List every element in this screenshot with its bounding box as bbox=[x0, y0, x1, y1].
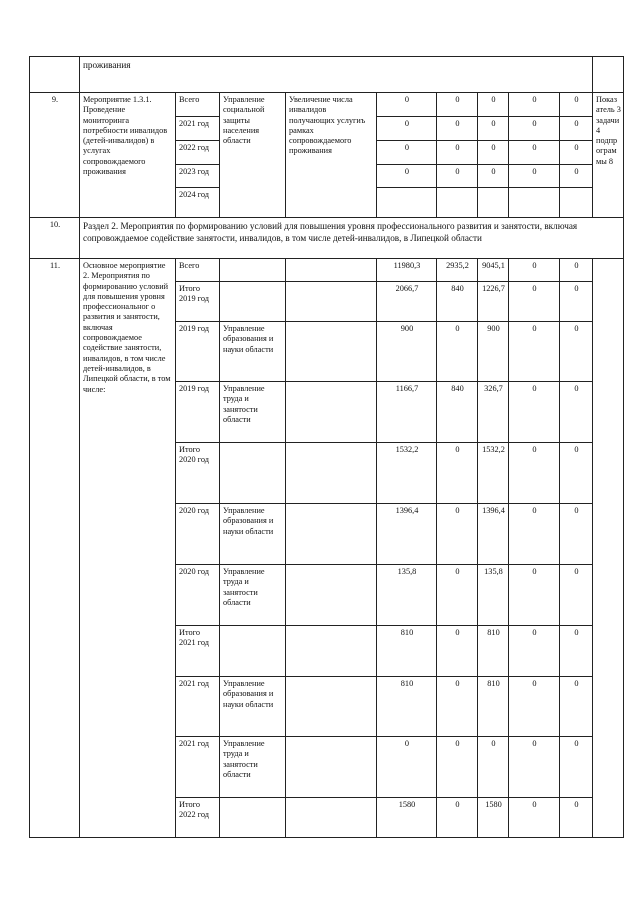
row9-year-cell: 2024 год bbox=[175, 187, 220, 218]
row11-executor-cell bbox=[219, 281, 286, 322]
row11-value-cell: 0 bbox=[559, 797, 593, 838]
row11-value-cell: 0 bbox=[436, 503, 478, 565]
row9-value-cell: 0 bbox=[376, 116, 437, 141]
row9-value-cell: 0 bbox=[508, 92, 560, 117]
row11-year-cell: Всего bbox=[175, 258, 220, 282]
row11-value-cell: 0 bbox=[508, 442, 560, 504]
row11-year-cell: 2021 год bbox=[175, 736, 220, 798]
row11-value-cell: 810 bbox=[376, 625, 437, 677]
row9-value-cell bbox=[436, 187, 478, 218]
row11-value-cell: 0 bbox=[436, 564, 478, 626]
row11-value-cell: 2066,7 bbox=[376, 281, 437, 322]
row9-year-cell: 2021 год bbox=[175, 116, 220, 141]
row10-section-text: Раздел 2. Мероприятия по формированию условий для повышения уровня профессионального развития и занятости, включая сопровождаемое содействие занятости, инвалидов, в том числе детей-инвалидов, в Липецкой области bbox=[79, 217, 624, 259]
row9-value-cell: 0 bbox=[559, 92, 593, 117]
row11-year-cell: 2020 год bbox=[175, 503, 220, 565]
row11-year-cell: Итого 2021 год bbox=[175, 625, 220, 677]
row11-value-cell: 0 bbox=[559, 381, 593, 443]
row9-value-cell bbox=[508, 187, 560, 218]
row9-value-cell: 0 bbox=[376, 92, 437, 117]
row11-executor-cell bbox=[219, 442, 286, 504]
row9-value-cell: 0 bbox=[477, 140, 509, 165]
row9-value-cell: 0 bbox=[477, 164, 509, 188]
row11-value-cell: 1580 bbox=[477, 797, 509, 838]
row11-value-cell: 0 bbox=[559, 564, 593, 626]
row11-value-cell: 1532,2 bbox=[376, 442, 437, 504]
row11-value-cell: 0 bbox=[508, 564, 560, 626]
row9-value-cell: 0 bbox=[559, 164, 593, 188]
row11-year-cell: Итого 2019 год bbox=[175, 281, 220, 322]
row11-value-cell: 0 bbox=[508, 281, 560, 322]
row11-value-cell: 1532,2 bbox=[477, 442, 509, 504]
row11-indicator-cell bbox=[285, 736, 377, 798]
row11-value-cell: 0 bbox=[559, 736, 593, 798]
row11-value-cell: 0 bbox=[436, 797, 478, 838]
row11-year-cell: 2019 год bbox=[175, 321, 220, 382]
row11-value-cell: 0 bbox=[508, 321, 560, 382]
row9-name: Мероприятие 1.3.1. Проведение мониторинга потребности инвалидов (детей-инвалидов) в услугах сопровождаемого проживания bbox=[79, 92, 176, 218]
row11-year-cell: Итого 2020 год bbox=[175, 442, 220, 504]
row9-value-cell: 0 bbox=[436, 164, 478, 188]
row11-value-cell: 900 bbox=[477, 321, 509, 382]
row9-num: 9. bbox=[29, 92, 80, 218]
row11-note bbox=[592, 258, 624, 838]
row9-value-cell: 0 bbox=[477, 116, 509, 141]
row11-value-cell: 1396,4 bbox=[376, 503, 437, 565]
row11-value-cell: 0 bbox=[508, 736, 560, 798]
row9-value-cell: 0 bbox=[508, 164, 560, 188]
row9-value-cell: 0 bbox=[559, 116, 593, 141]
cont-num-cell bbox=[29, 56, 80, 93]
row11-year-cell: 2019 год bbox=[175, 381, 220, 443]
program-table bbox=[29, 56, 623, 837]
row11-value-cell: 0 bbox=[436, 442, 478, 504]
row9-year-cell: 2022 год bbox=[175, 140, 220, 165]
row11-value-cell: 135,8 bbox=[376, 564, 437, 626]
row11-value-cell: 0 bbox=[436, 676, 478, 737]
row9-value-cell bbox=[376, 187, 437, 218]
row11-executor-cell: Управление образования и науки области bbox=[219, 676, 286, 737]
row11-value-cell: 0 bbox=[559, 321, 593, 382]
row11-value-cell: 0 bbox=[508, 381, 560, 443]
row9-value-cell bbox=[477, 187, 509, 218]
row11-indicator-cell bbox=[285, 503, 377, 565]
row11-value-cell: 0 bbox=[376, 736, 437, 798]
row9-value-cell: 0 bbox=[436, 116, 478, 141]
row11-value-cell: 2935,2 bbox=[436, 258, 478, 282]
row11-indicator-cell bbox=[285, 797, 377, 838]
row11-executor-cell bbox=[219, 625, 286, 677]
row11-value-cell: 1580 bbox=[376, 797, 437, 838]
row11-value-cell: 0 bbox=[436, 321, 478, 382]
row11-value-cell: 0 bbox=[508, 625, 560, 677]
row11-indicator-cell bbox=[285, 321, 377, 382]
row9-value-cell: 0 bbox=[559, 140, 593, 165]
row11-value-cell: 0 bbox=[559, 281, 593, 322]
row11-executor-cell bbox=[219, 258, 286, 282]
row11-indicator-cell bbox=[285, 442, 377, 504]
row11-value-cell: 810 bbox=[477, 625, 509, 677]
row11-indicator-cell bbox=[285, 676, 377, 737]
row11-executor-cell: Управление труда и занятости области bbox=[219, 564, 286, 626]
row11-name: Основное мероприятие 2. Мероприятия по формированию условий для повышения уровня профессиональног о развития и занятости, включая сопровождаемое содействие занятости, инвалидов, в том числе детей-инвалидов, в Липецкой области, в том числе: bbox=[79, 258, 176, 838]
row11-value-cell: 0 bbox=[436, 625, 478, 677]
row11-year-cell: 2020 год bbox=[175, 564, 220, 626]
row11-executor-cell bbox=[219, 797, 286, 838]
row9-year-cell: Всего bbox=[175, 92, 220, 117]
row11-indicator-cell bbox=[285, 381, 377, 443]
row11-indicator-cell bbox=[285, 564, 377, 626]
row11-value-cell: 9045,1 bbox=[477, 258, 509, 282]
row11-year-cell: Итого 2022 год bbox=[175, 797, 220, 838]
row11-value-cell: 840 bbox=[436, 381, 478, 443]
row9-value-cell: 0 bbox=[376, 140, 437, 165]
row11-value-cell: 0 bbox=[508, 258, 560, 282]
row9-value-cell: 0 bbox=[436, 140, 478, 165]
row11-year-cell: 2021 год bbox=[175, 676, 220, 737]
row11-value-cell: 0 bbox=[508, 797, 560, 838]
row11-value-cell: 840 bbox=[436, 281, 478, 322]
row11-value-cell: 0 bbox=[436, 736, 478, 798]
row9-value-cell: 0 bbox=[508, 116, 560, 141]
row11-value-cell: 0 bbox=[559, 442, 593, 504]
row11-value-cell: 810 bbox=[376, 676, 437, 737]
row11-indicator-cell bbox=[285, 625, 377, 677]
row9-note: Показ атель 3 задачи 4 подпр ограм мы 8 bbox=[592, 92, 624, 218]
row11-value-cell: 0 bbox=[508, 503, 560, 565]
row11-executor-cell: Управление труда и занятости области bbox=[219, 736, 286, 798]
row11-value-cell: 0 bbox=[477, 736, 509, 798]
row9-value-cell: 0 bbox=[376, 164, 437, 188]
row11-value-cell: 0 bbox=[559, 625, 593, 677]
row11-value-cell: 0 bbox=[559, 676, 593, 737]
row11-value-cell: 810 bbox=[477, 676, 509, 737]
row11-value-cell: 0 bbox=[559, 258, 593, 282]
row11-value-cell: 1226,7 bbox=[477, 281, 509, 322]
row9-indicator: Увеличение числа инвалидов получающих услугиъ рамках сопровождаемого проживания bbox=[285, 92, 377, 218]
row11-value-cell: 0 bbox=[559, 503, 593, 565]
row10-num: 10. bbox=[29, 217, 80, 259]
row9-value-cell bbox=[559, 187, 593, 218]
cont-text-cell: проживания bbox=[79, 56, 593, 93]
row9-value-cell: 0 bbox=[508, 140, 560, 165]
cont-note-cell bbox=[592, 56, 624, 93]
row11-value-cell: 900 bbox=[376, 321, 437, 382]
row11-value-cell: 135,8 bbox=[477, 564, 509, 626]
row9-value-cell: 0 bbox=[436, 92, 478, 117]
row11-value-cell: 1166,7 bbox=[376, 381, 437, 443]
row9-year-cell: 2023 год bbox=[175, 164, 220, 188]
row11-executor-cell: Управление образования и науки области bbox=[219, 503, 286, 565]
row9-value-cell: 0 bbox=[477, 92, 509, 117]
row11-value-cell: 0 bbox=[508, 676, 560, 737]
row11-value-cell: 326,7 bbox=[477, 381, 509, 443]
row11-num: 11. bbox=[29, 258, 80, 838]
row11-indicator-cell bbox=[285, 281, 377, 322]
row11-executor-cell: Управление труда и занятости области bbox=[219, 381, 286, 443]
row11-indicator-cell bbox=[285, 258, 377, 282]
row11-value-cell: 11980,3 bbox=[376, 258, 437, 282]
row11-value-cell: 1396,4 bbox=[477, 503, 509, 565]
row11-executor-cell: Управление образования и науки области bbox=[219, 321, 286, 382]
row9-executor: Управление социальной защиты населения области bbox=[219, 92, 286, 218]
